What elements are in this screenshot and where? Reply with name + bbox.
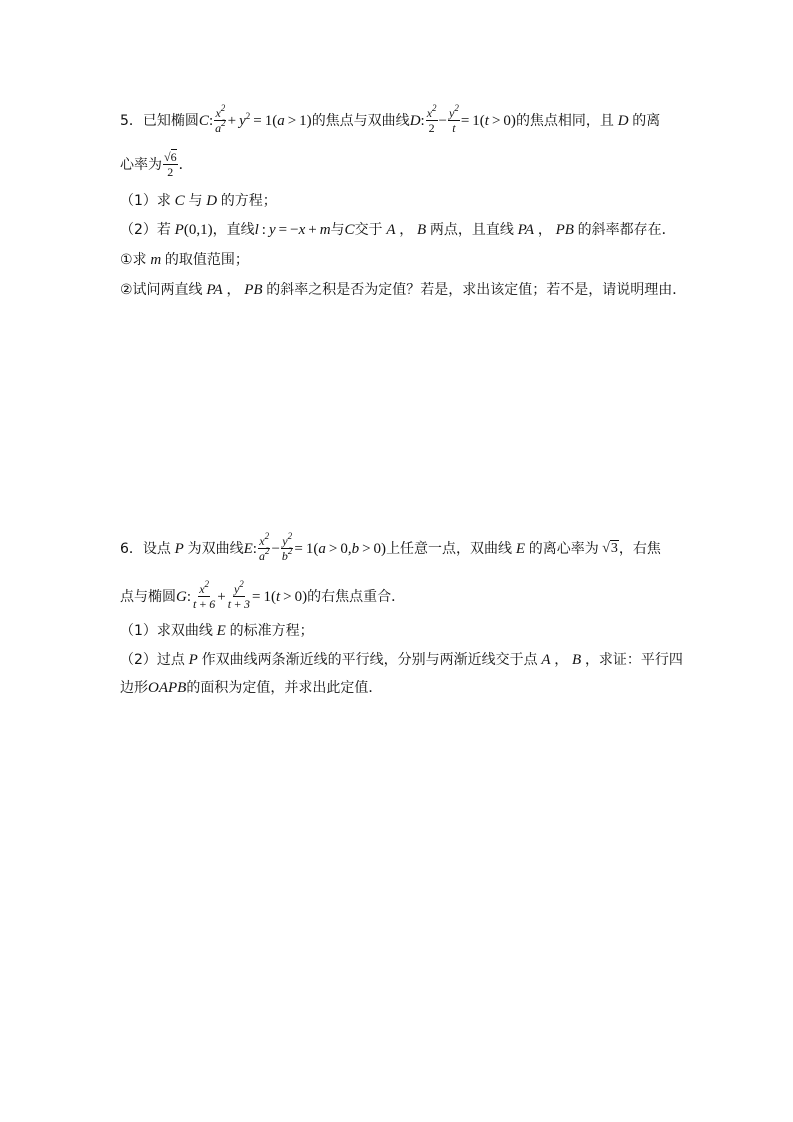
- math-minus: −: [438, 112, 447, 129]
- math-line-l: l : y = −x + m: [254, 222, 331, 238]
- math-A: A: [537, 652, 555, 668]
- q5-part1: [120, 251, 675, 269]
- q5-text: ，: [226, 282, 241, 298]
- q5-text: （2）若: [120, 222, 171, 238]
- q5-text: ②试问两直线: [120, 282, 203, 298]
- q6-line-2: [120, 579, 675, 611]
- math-E: E: [212, 623, 230, 639]
- q6-text: 的标准方程；: [229, 623, 314, 639]
- q5-text: 的斜率都存在．: [577, 222, 676, 238]
- math-OAPB: OAPB: [148, 680, 187, 696]
- q6-text: 作双曲线两条渐近线的平行线，分别与两渐近线交于点: [201, 652, 538, 668]
- q5-text: 已知椭圆: [142, 112, 199, 129]
- math-expr: + $y^2 = 1(a > 1)$: [227, 110, 312, 129]
- q5-text: ，: [399, 222, 414, 238]
- q6-text: ，求证：平行四: [584, 652, 683, 668]
- q5-text: 与: [330, 222, 345, 238]
- math-PA: PA: [513, 222, 538, 238]
- math-D: D: [409, 112, 421, 129]
- q6-sub1: [120, 622, 675, 640]
- math-C: C: [344, 222, 355, 238]
- q5-text: ．: [178, 156, 193, 173]
- math-m: m: [146, 252, 165, 268]
- q5-text: ，直线: [212, 222, 255, 238]
- q6-text: 设点: [142, 540, 171, 557]
- fraction-x2-2: $\frac{x^2}{2}$: [426, 103, 437, 135]
- q5-text: 的焦点相同，且: [515, 112, 614, 129]
- q6-text: 的右焦点重合．: [307, 588, 406, 605]
- math-B: B: [413, 222, 430, 238]
- math-sqrt3: √3: [598, 540, 618, 556]
- q5-text: 与: [188, 193, 203, 209]
- q6-sub2-cont: [120, 679, 675, 697]
- math-D: D: [202, 193, 221, 209]
- q5-text: 的斜率之积是否为定值？若是，求出该定值；若不是，请说明理由．: [266, 282, 687, 298]
- q5-sub2: [120, 221, 675, 239]
- fraction-sqrt6-2: $\frac{√6}{2}$: [164, 150, 177, 179]
- q6-text: 的面积为定值，并求出此定值．: [186, 680, 383, 696]
- q6-text: 点与椭圆: [120, 588, 176, 605]
- q5-line-2: [120, 150, 675, 179]
- fraction-y2-t3: $\frac{y^2}{t + 3}$: [227, 579, 250, 611]
- math-G: G: [176, 588, 187, 605]
- q5-text: 心率为: [120, 156, 162, 173]
- math-plus: +: [217, 588, 226, 605]
- math-expr: = 1(a > 0,b > 0): [294, 540, 387, 557]
- q5-number: 5．: [120, 112, 143, 129]
- q6-line-1: [120, 531, 675, 563]
- q5-part2: [120, 281, 687, 299]
- math-expr: = 1(t > 0): [460, 112, 516, 129]
- q5-text: 的取值范围；: [164, 252, 249, 268]
- math-colon: :: [186, 588, 192, 605]
- math-P: P: [170, 540, 188, 557]
- q6-text: ，右焦: [618, 540, 661, 557]
- q6-text: ，: [554, 652, 569, 668]
- fraction-x2-a2: $\frac{x^2}{a^2}$: [258, 531, 270, 563]
- math-PB: PB: [551, 222, 578, 238]
- q5-text: 交于: [354, 222, 383, 238]
- math-A: A: [382, 222, 400, 238]
- q5-text: ，: [537, 222, 552, 238]
- math-C: C: [198, 112, 209, 129]
- math-P: P(0,1): [174, 222, 213, 238]
- math-C: C: [170, 193, 189, 209]
- q6-sub2: [120, 651, 683, 669]
- math-colon: :: [252, 540, 257, 557]
- q6-text: 边形: [120, 680, 148, 696]
- q5-text: 的离: [632, 112, 661, 129]
- q6-text: （1）求双曲线: [120, 623, 213, 639]
- q6-number: 6．: [120, 540, 143, 557]
- fraction-y2-b2: $\frac{y^2}{b^2}$: [281, 531, 293, 563]
- math-minus: −: [271, 540, 280, 557]
- q5-text: （1）求: [120, 193, 171, 209]
- q5-text: 的焦点与双曲线: [311, 112, 410, 129]
- math-colon: :: [420, 112, 425, 129]
- q5-sub1: [120, 192, 675, 210]
- q5-text: ①求: [120, 252, 147, 268]
- math-colon: :: [208, 112, 214, 129]
- math-expr: = 1(t > 0): [251, 588, 308, 605]
- math-PB: PB: [240, 282, 267, 298]
- fraction-y2-t: $\frac{y^2}{t}$: [449, 103, 459, 135]
- q6-text: 的离心率为: [528, 540, 599, 557]
- q5-line-1: [120, 103, 675, 135]
- math-PA: PA: [202, 282, 227, 298]
- math-E: E: [243, 540, 253, 557]
- fraction-x2-a2: $\frac{x^2}{a^2}$: [215, 103, 226, 135]
- fraction-x2-t6: $\frac{x^2}{t + 6}$: [193, 579, 216, 611]
- math-B: B: [568, 652, 585, 668]
- q6-text: 为双曲线: [187, 540, 244, 557]
- q6-text: 上任意一点，双曲线: [386, 540, 513, 557]
- q5-text: 两点，且直线: [429, 222, 514, 238]
- math-D: D: [613, 112, 633, 129]
- math-P: P: [184, 652, 202, 668]
- math-E: E: [512, 540, 529, 557]
- q6-text: （2）过点: [120, 652, 185, 668]
- q5-text: 的方程；: [220, 193, 277, 209]
